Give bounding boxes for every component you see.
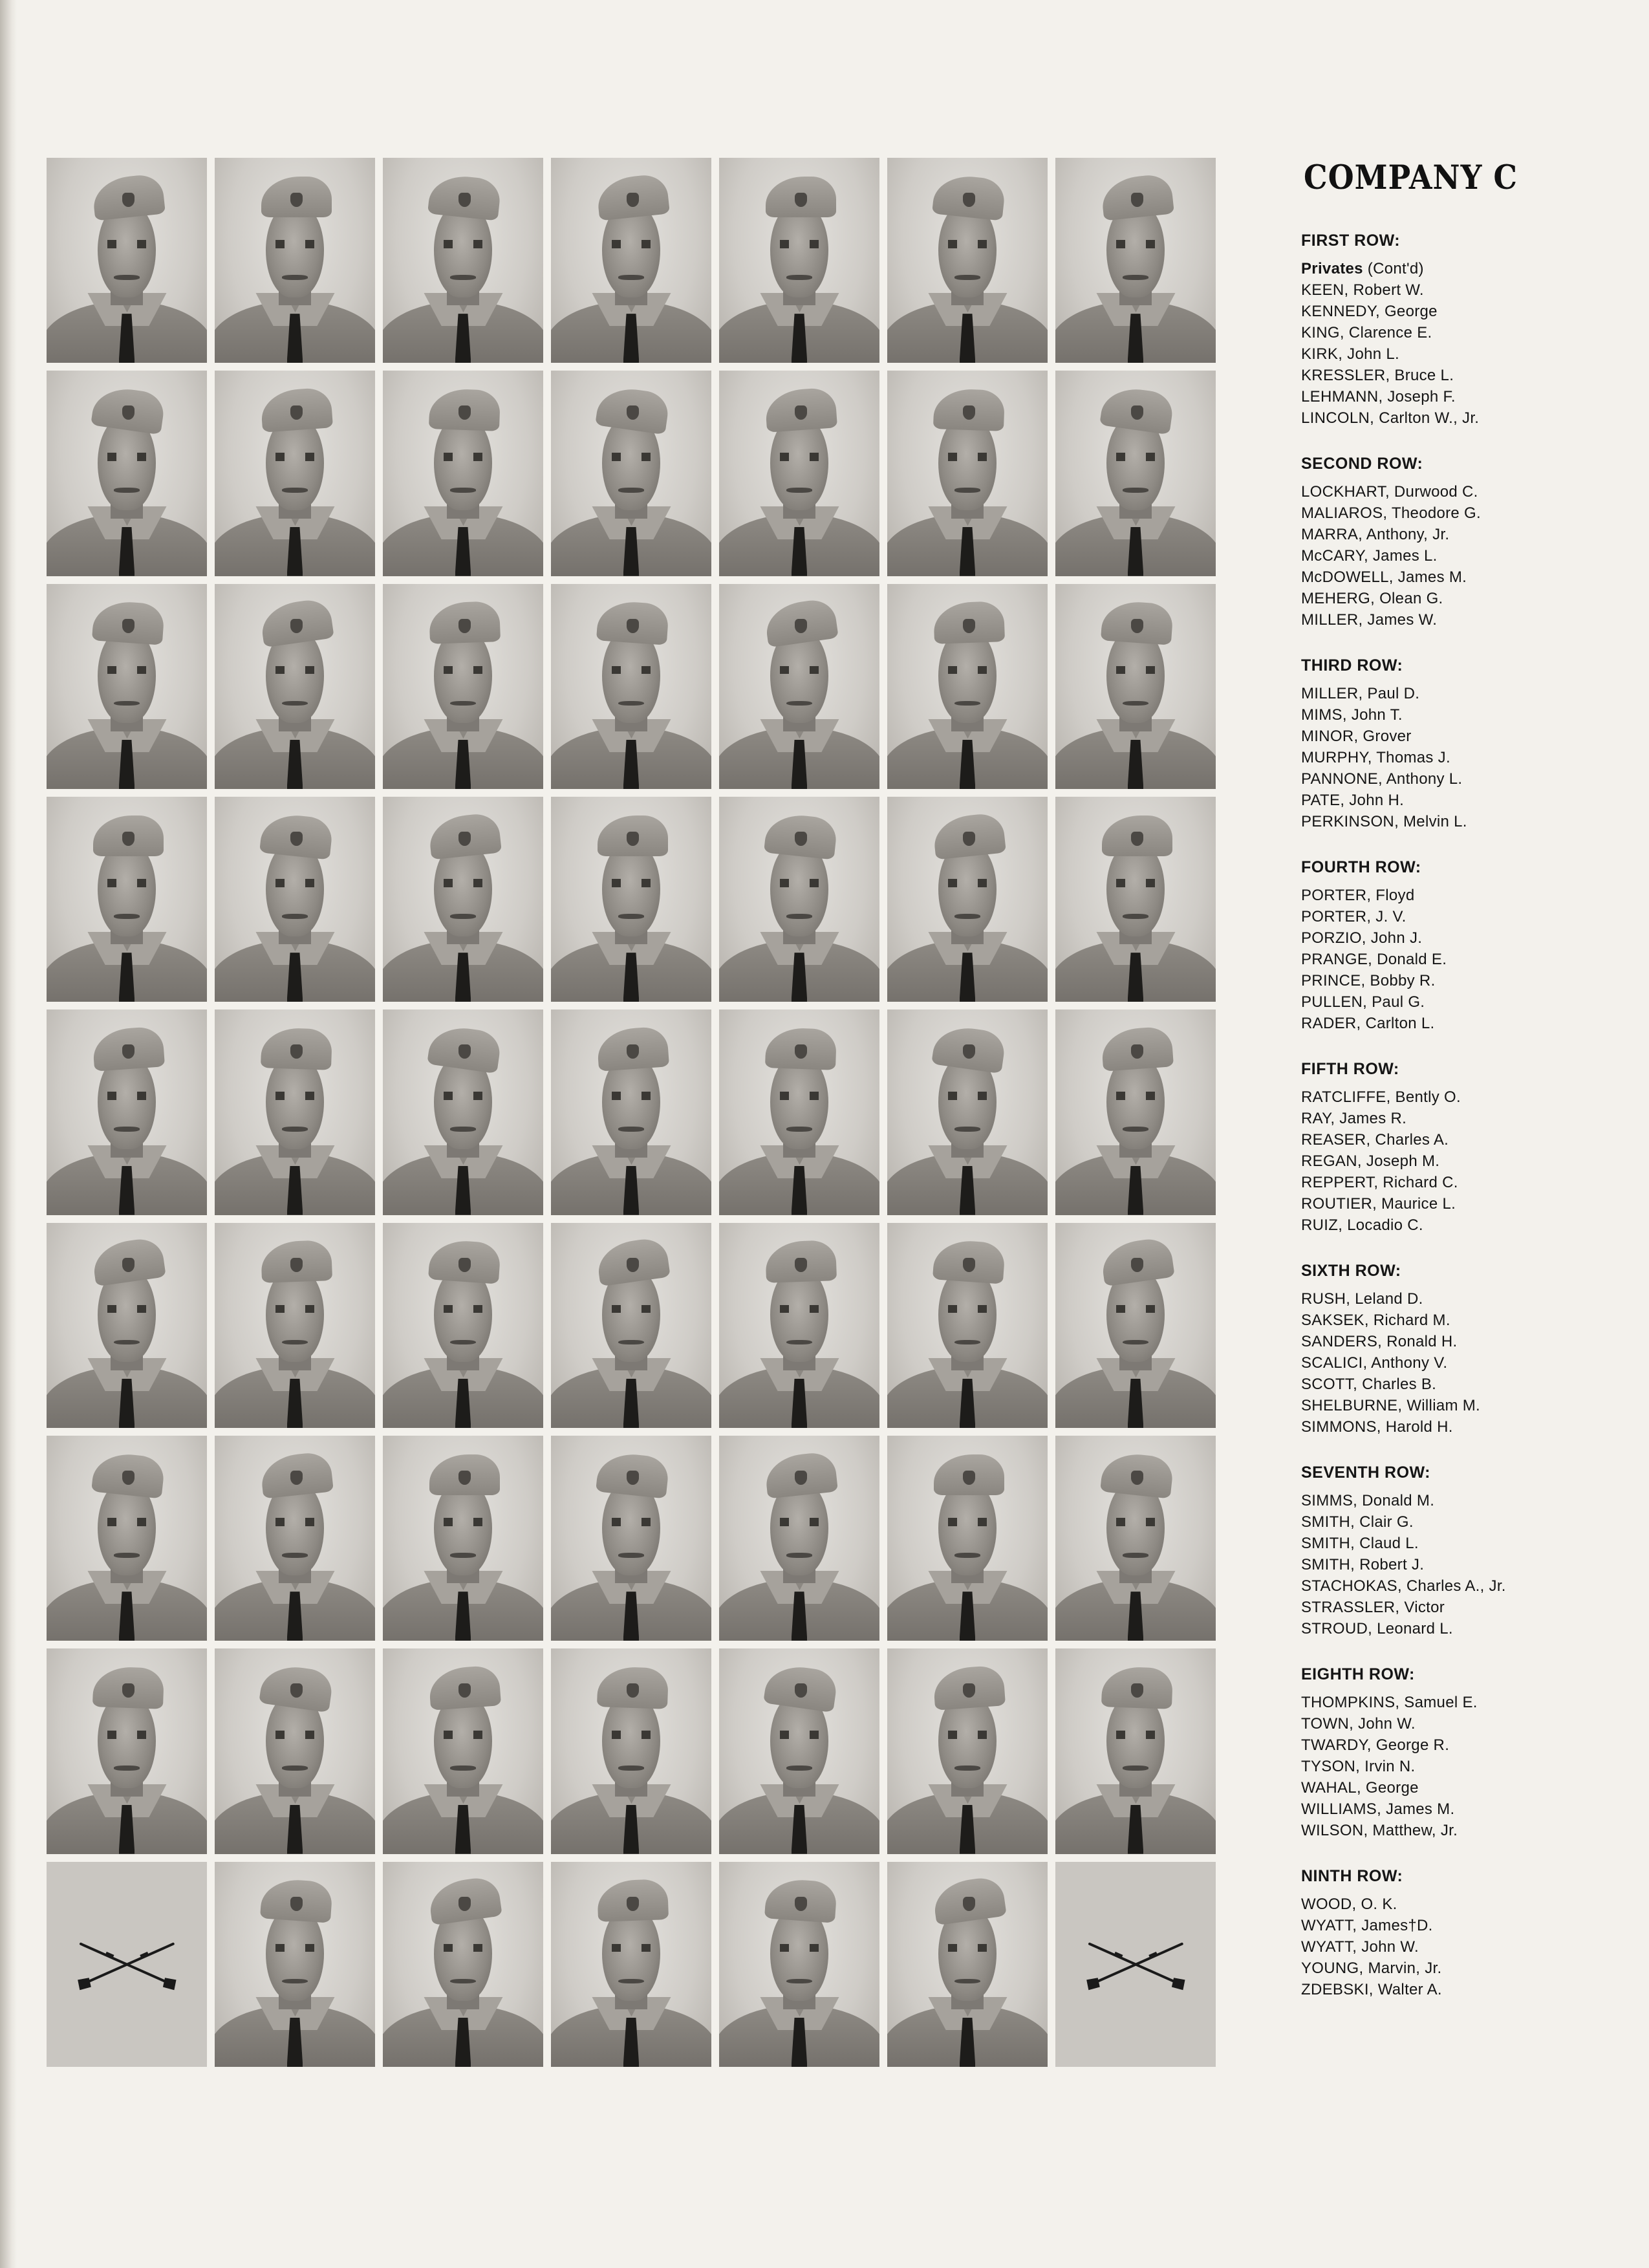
rank-note: (Cont'd) xyxy=(1367,260,1424,277)
roster-row-block xyxy=(1301,455,1611,631)
roster-row-block xyxy=(1301,1665,1611,1841)
roster-name: WYATT, John W. xyxy=(1301,1938,1419,1956)
roster-name: MEHERG, Olean G. xyxy=(1301,590,1443,607)
soldier-portrait xyxy=(551,1223,711,1428)
rank-label: Privates xyxy=(1301,260,1363,277)
soldier-portrait xyxy=(887,1862,1048,2067)
roster-name: PULLEN, Paul G. xyxy=(1301,993,1425,1011)
soldier-portrait xyxy=(551,1436,711,1641)
roster-name: KING, Clarence E. xyxy=(1301,324,1432,341)
roster-name: RAY, James R. xyxy=(1301,1110,1407,1127)
soldier-portrait xyxy=(1055,1436,1216,1641)
roster-name: KEEN, Robert W. xyxy=(1301,281,1424,299)
soldier-portrait xyxy=(383,1223,543,1428)
roster-name: PORZIO, John J. xyxy=(1301,929,1423,947)
roster-name: THOMPKINS, Samuel E. xyxy=(1301,1694,1478,1711)
soldier-portrait xyxy=(383,797,543,1002)
roster-name: RUIZ, Locadio C. xyxy=(1301,1216,1423,1234)
soldier-portrait xyxy=(215,1010,375,1215)
roster-name: STACHOKAS, Charles A., Jr. xyxy=(1301,1577,1506,1595)
soldier-portrait xyxy=(215,797,375,1002)
soldier-portrait xyxy=(887,1010,1048,1215)
roster-row-block xyxy=(1301,1867,1611,2000)
soldier-portrait xyxy=(551,797,711,1002)
soldier-portrait xyxy=(887,1648,1048,1853)
soldier-portrait xyxy=(887,584,1048,789)
soldier-portrait xyxy=(551,1862,711,2067)
roster-name: WILSON, Matthew, Jr. xyxy=(1301,1822,1458,1839)
soldier-portrait xyxy=(215,1436,375,1641)
roster-name: PRANGE, Donald E. xyxy=(1301,951,1447,968)
soldier-portrait xyxy=(719,1010,879,1215)
roster-name: REGAN, Joseph M. xyxy=(1301,1152,1440,1170)
soldier-portrait xyxy=(215,158,375,363)
soldier-portrait xyxy=(551,584,711,789)
roster-name: SHELBURNE, William M. xyxy=(1301,1397,1480,1414)
roster-name: SCALICI, Anthony V. xyxy=(1301,1354,1448,1372)
soldier-portrait xyxy=(887,158,1048,363)
roster-name: PANNONE, Anthony L. xyxy=(1301,770,1463,788)
roster-name: TYSON, Irvin N. xyxy=(1301,1758,1416,1775)
roster-name: McCARY, James L. xyxy=(1301,547,1438,565)
soldier-portrait xyxy=(47,1648,207,1853)
roster-name: WYATT, James†D. xyxy=(1301,1917,1433,1934)
roster-name: WAHAL, George xyxy=(1301,1779,1419,1797)
roster-name: STRASSLER, Victor xyxy=(1301,1599,1445,1616)
roster-name: SMITH, Robert J. xyxy=(1301,1556,1425,1573)
roster-row-block xyxy=(1301,656,1611,832)
emblem-cell xyxy=(47,1862,207,2067)
roster-name: WILLIAMS, James M. xyxy=(1301,1800,1455,1818)
soldier-portrait xyxy=(215,1223,375,1428)
soldier-portrait xyxy=(1055,158,1216,363)
row-heading: FIRST ROW: xyxy=(1301,232,1401,250)
soldier-portrait xyxy=(719,1436,879,1641)
soldier-portrait xyxy=(887,1223,1048,1428)
soldier-portrait xyxy=(719,371,879,576)
row-heading: NINTH ROW: xyxy=(1301,1867,1403,1885)
soldier-portrait xyxy=(1055,584,1216,789)
emblem-cell xyxy=(1055,1862,1216,2067)
soldier-portrait xyxy=(1055,1648,1216,1853)
soldier-portrait xyxy=(47,1436,207,1641)
roster-row-block xyxy=(1301,1262,1611,1438)
soldier-portrait xyxy=(47,797,207,1002)
portrait-grid xyxy=(47,158,1216,2067)
page-binding-edge xyxy=(0,0,17,2268)
roster-name: PORTER, Floyd xyxy=(1301,887,1415,904)
soldier-portrait xyxy=(383,1436,543,1641)
roster-name: LINCOLN, Carlton W., Jr. xyxy=(1301,409,1480,427)
roster-name: MILLER, James W. xyxy=(1301,611,1438,629)
soldier-portrait xyxy=(551,371,711,576)
roster-row-block xyxy=(1301,232,1611,429)
roster-name: MILLER, Paul D. xyxy=(1301,685,1420,702)
roster-name: SMITH, Claud L. xyxy=(1301,1535,1419,1552)
roster-name: RADER, Carlton L. xyxy=(1301,1015,1435,1032)
roster-name: TWARDY, George R. xyxy=(1301,1736,1450,1754)
soldier-portrait xyxy=(383,1862,543,2067)
row-heading: FIFTH ROW: xyxy=(1301,1060,1399,1078)
roster-rows xyxy=(1301,232,1611,2000)
roster-row-block xyxy=(1301,1060,1611,1236)
soldier-portrait xyxy=(719,1648,879,1853)
roster-name: MIMS, John T. xyxy=(1301,706,1403,724)
roster-row-block xyxy=(1301,1463,1611,1639)
roster-name: PRINCE, Bobby R. xyxy=(1301,972,1436,989)
roster-name: MARRA, Anthony, Jr. xyxy=(1301,526,1450,543)
soldier-portrait xyxy=(215,1862,375,2067)
soldier-portrait xyxy=(383,371,543,576)
row-heading: FOURTH ROW: xyxy=(1301,858,1421,876)
soldier-portrait xyxy=(719,158,879,363)
roster-name: ZDEBSKI, Walter A. xyxy=(1301,1981,1442,1998)
roster-name: MURPHY, Thomas J. xyxy=(1301,749,1450,766)
roster-name: WOOD, O. K. xyxy=(1301,1895,1397,1913)
roster-name: McDOWELL, James M. xyxy=(1301,568,1467,586)
row-heading: THIRD ROW: xyxy=(1301,656,1403,675)
soldier-portrait xyxy=(887,797,1048,1002)
company-title: COMPANY C xyxy=(1304,158,1518,197)
soldier-portrait xyxy=(47,371,207,576)
soldier-portrait xyxy=(887,371,1048,576)
soldier-portrait xyxy=(47,584,207,789)
rank-subheading xyxy=(1301,258,1611,279)
roster-panel xyxy=(1301,158,1611,2026)
roster-name: KENNEDY, George xyxy=(1301,303,1438,320)
soldier-portrait xyxy=(47,1010,207,1215)
roster-name: PERKINSON, Melvin L. xyxy=(1301,813,1467,830)
roster-name: KRESSLER, Bruce L. xyxy=(1301,367,1454,384)
soldier-portrait xyxy=(719,797,879,1002)
soldier-portrait xyxy=(1055,371,1216,576)
soldier-portrait xyxy=(383,1010,543,1215)
roster-name: STROUD, Leonard L. xyxy=(1301,1620,1453,1637)
roster-name: RATCLIFFE, Bently O. xyxy=(1301,1088,1461,1106)
roster-name: PATE, John H. xyxy=(1301,792,1405,809)
soldier-portrait xyxy=(215,584,375,789)
row-heading: SECOND ROW: xyxy=(1301,455,1423,473)
soldier-portrait xyxy=(719,584,879,789)
soldier-portrait xyxy=(383,158,543,363)
soldier-portrait xyxy=(215,371,375,576)
soldier-portrait xyxy=(1055,797,1216,1002)
roster-name: PORTER, J. V. xyxy=(1301,908,1406,925)
soldier-portrait xyxy=(383,584,543,789)
soldier-portrait xyxy=(551,1010,711,1215)
roster-name: SAKSEK, Richard M. xyxy=(1301,1312,1450,1329)
row-heading: SIXTH ROW: xyxy=(1301,1262,1401,1280)
roster-name: KIRK, John L. xyxy=(1301,345,1399,363)
soldier-portrait xyxy=(551,1648,711,1853)
roster-name: SCOTT, Charles B. xyxy=(1301,1376,1437,1393)
soldier-portrait xyxy=(551,158,711,363)
soldier-portrait xyxy=(383,1648,543,1853)
soldier-portrait xyxy=(1055,1010,1216,1215)
roster-name: LOCKHART, Durwood C. xyxy=(1301,483,1478,501)
roster-name: MALIAROS, Theodore G. xyxy=(1301,504,1481,522)
soldier-portrait xyxy=(719,1223,879,1428)
roster-name: SIMMONS, Harold H. xyxy=(1301,1418,1453,1436)
roster-name: MINOR, Grover xyxy=(1301,728,1412,745)
soldier-portrait xyxy=(1055,1223,1216,1428)
soldier-portrait xyxy=(47,158,207,363)
roster-name: SMITH, Clair G. xyxy=(1301,1513,1414,1531)
soldier-portrait xyxy=(887,1436,1048,1641)
row-heading: SEVENTH ROW: xyxy=(1301,1463,1430,1482)
roster-row-block xyxy=(1301,858,1611,1034)
roster-name: ROUTIER, Maurice L. xyxy=(1301,1195,1456,1213)
roster-name: REPPERT, Richard C. xyxy=(1301,1174,1458,1191)
roster-name: LEHMANN, Joseph F. xyxy=(1301,388,1456,405)
roster-name: YOUNG, Marvin, Jr. xyxy=(1301,1960,1442,1977)
roster-name: REASER, Charles A. xyxy=(1301,1131,1449,1149)
soldier-portrait xyxy=(47,1223,207,1428)
roster-name: SIMMS, Donald M. xyxy=(1301,1492,1435,1509)
roster-name: SANDERS, Ronald H. xyxy=(1301,1333,1458,1350)
row-heading: EIGHTH ROW: xyxy=(1301,1665,1415,1683)
roster-name: RUSH, Leland D. xyxy=(1301,1290,1423,1308)
soldier-portrait xyxy=(719,1862,879,2067)
soldier-portrait xyxy=(215,1648,375,1853)
roster-name: TOWN, John W. xyxy=(1301,1715,1416,1733)
